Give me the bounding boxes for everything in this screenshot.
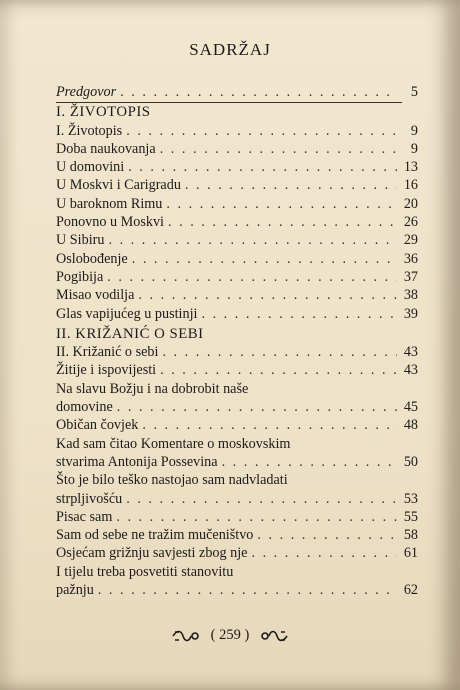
toc-entry <box>56 508 418 526</box>
dot-leader <box>138 286 397 304</box>
footer-page-number: ( 259 ) <box>210 627 250 643</box>
dot-leader <box>160 361 397 379</box>
toc-entry-page: 9 <box>410 140 418 157</box>
toc-entry <box>56 361 418 379</box>
toc-entry-page: 43 <box>403 362 418 379</box>
toc-entry-title-line: Kad sam čitao Komentare o moskovskim <box>56 435 291 452</box>
toc-entry-page: 62 <box>403 582 418 599</box>
toc-entry-page: 26 <box>403 214 418 231</box>
toc-entry-title: stvarima Antonija Possevina <box>56 453 218 470</box>
right-ornament-icon <box>259 629 289 643</box>
toc-entry-page: 43 <box>403 344 418 361</box>
section-heading: II. KRIŽANIĆ O SEBI <box>56 325 204 342</box>
toc-entry <box>56 158 418 176</box>
dot-leader <box>107 268 397 286</box>
toc-entry-title: domovine <box>56 399 113 416</box>
toc-entry-title: strpljivošću <box>56 490 123 507</box>
dot-leader <box>116 508 397 526</box>
toc-entry <box>56 231 418 249</box>
dot-leader <box>126 122 397 140</box>
toc-entry-title: Žitije i ispovijesti <box>56 362 157 379</box>
dot-leader <box>166 195 397 213</box>
toc-entry-title: I. Životopis <box>56 122 123 139</box>
toc-entry <box>56 305 418 323</box>
toc-entry-title: Misao vodilja <box>56 287 135 304</box>
toc-entry-page: 29 <box>403 232 418 249</box>
toc-entry-title: Osjećam grižnju savjesti zbog nje <box>56 545 248 562</box>
toc-entry-title: II. Križanić o sebi <box>56 344 159 361</box>
toc-entry-page: 50 <box>403 453 418 470</box>
dot-leader <box>168 213 397 231</box>
toc-entry-title-line: Na slavu Božju i na dobrobit naše <box>56 380 249 397</box>
toc-entry-page: 36 <box>403 250 418 267</box>
toc-entry-page: 38 <box>403 287 418 304</box>
toc-entry-title: Glas vapijućeg u pustinji <box>56 305 198 322</box>
toc-entry-title: Sam od sebe ne tražim mučeništvo <box>56 527 254 544</box>
toc-entry <box>56 213 418 231</box>
toc-entry-page: 61 <box>403 545 418 562</box>
toc-entry <box>56 176 418 194</box>
toc-entry-title: Pisac sam <box>56 508 113 525</box>
dot-leader <box>160 140 397 158</box>
toc-entry <box>56 140 418 158</box>
dot-leader <box>120 83 397 101</box>
dot-leader <box>132 250 397 268</box>
toc-entry <box>56 195 418 213</box>
toc-entry-page: 39 <box>403 305 418 322</box>
toc-entry <box>56 544 418 562</box>
toc-entry <box>56 122 418 140</box>
toc-entry-title: pažnju <box>56 582 94 599</box>
toc-entry-page: 58 <box>403 527 418 544</box>
toc-entry-title: Pogibija <box>56 268 104 285</box>
toc-entry-title: U baroknom Rimu <box>56 195 163 212</box>
toc-entry-page: 55 <box>403 508 418 525</box>
dot-leader <box>126 490 397 508</box>
toc-entry-page: 13 <box>403 159 418 176</box>
toc-entry-page: 53 <box>403 490 418 507</box>
dot-leader <box>128 158 397 176</box>
toc-entry <box>56 268 418 286</box>
toc-entry <box>56 581 418 599</box>
toc-entry-page: 20 <box>403 195 418 212</box>
toc-entry-title: Oslobođenje <box>56 250 128 267</box>
section-heading: I. ŽIVOTOPIS <box>56 104 151 121</box>
toc-entry <box>56 490 418 508</box>
contents-heading: SADRŽAJ <box>189 40 271 59</box>
toc-entry-page: 37 <box>403 268 418 285</box>
toc-entry <box>56 286 418 304</box>
dot-leader <box>108 231 397 249</box>
dot-leader <box>185 176 397 194</box>
toc-entry-page: 5 <box>410 84 418 100</box>
dot-leader <box>222 453 397 471</box>
toc-entry <box>56 343 418 361</box>
dot-leader <box>257 526 397 544</box>
dot-leader <box>251 544 397 562</box>
toc-entry-preface <box>56 83 418 101</box>
toc-entry-title: Običan čovjek <box>56 417 139 434</box>
left-ornament-icon <box>171 629 201 643</box>
toc-entry <box>56 250 418 268</box>
toc-entry <box>56 398 418 416</box>
toc-entry-title: U domovini <box>56 159 125 176</box>
dot-leader <box>98 581 397 599</box>
toc-entry-page: 9 <box>410 122 418 139</box>
toc-entry-title: Doba naukovanja <box>56 140 156 157</box>
toc-entry-title: U Sibiru <box>56 232 105 249</box>
toc-entry <box>56 416 418 434</box>
table-of-contents <box>56 83 418 599</box>
dot-leader <box>117 398 397 416</box>
toc-entry-title-line: Što je bilo teško nastojao sam nadvladati <box>56 472 288 489</box>
toc-entry <box>56 526 418 544</box>
toc-entry-title: Predgovor <box>56 84 117 100</box>
toc-entry-page: 16 <box>403 177 418 194</box>
toc-entry <box>56 453 418 471</box>
toc-entry-title: U Moskvi i Carigradu <box>56 177 181 194</box>
dot-leader <box>162 343 397 361</box>
page-footer <box>0 627 460 644</box>
dot-leader <box>142 416 397 434</box>
toc-entry-title: Ponovno u Moskvi <box>56 214 164 231</box>
dot-leader <box>201 305 397 323</box>
toc-entry-title-line: I tijelu treba posvetiti stanovitu <box>56 563 234 580</box>
toc-entry-page: 45 <box>403 399 418 416</box>
toc-entry-page: 48 <box>403 417 418 434</box>
